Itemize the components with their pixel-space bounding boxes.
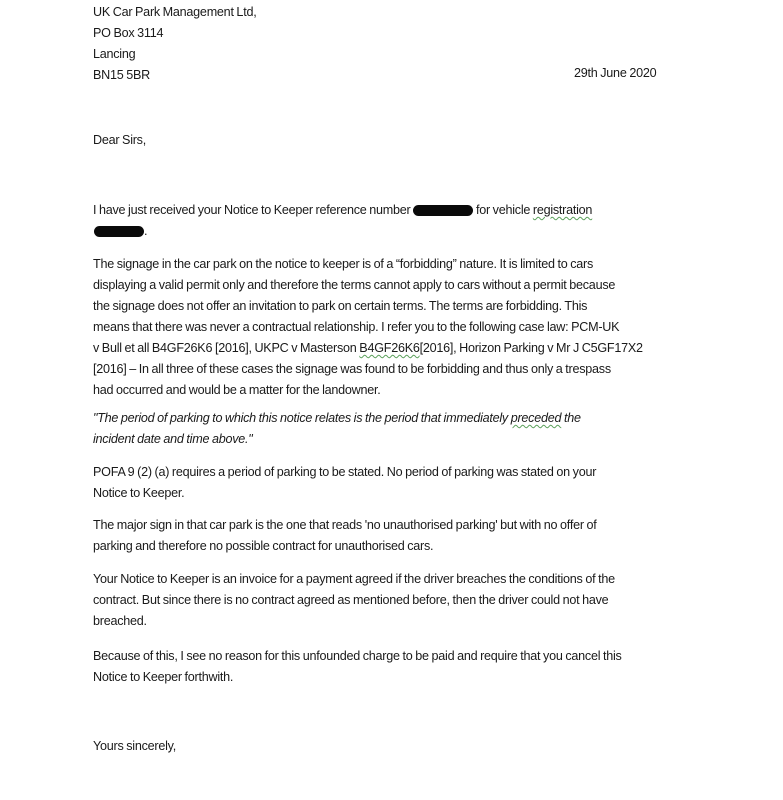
salutation: Dear Sirs, [93, 133, 146, 147]
quote-text: the [561, 411, 581, 425]
paragraph-line: POFA 9 (2) (a) requires a period of parking to be stated. No period of parking was stated on your [93, 465, 597, 479]
redacted-vehicle-registration [94, 226, 144, 237]
paragraph-line: [2016] – In all three of these cases the signage was found to be forbidding and thus only a trespass [93, 362, 611, 376]
conclusion-paragraph [93, 646, 713, 688]
redacted-reference-number [413, 205, 473, 216]
letter-date: 29th June 2020 [574, 66, 657, 80]
paragraph-line: incident date and time above." [93, 432, 253, 446]
intro-text-middle: for vehicle [473, 203, 533, 217]
paragraph-line: Because of this, I see no reason for this unfounded charge to be paid and require that you cancel this [93, 649, 622, 663]
invoice-paragraph [93, 569, 713, 632]
signage-paragraph [93, 254, 713, 401]
paragraph-line: breached. [93, 614, 147, 628]
paragraph-line: contract. But since there is no contract agreed as mentioned before, then the driver could not have [93, 593, 609, 607]
paragraph-line: The major sign in that car park is the one that reads 'no unauthorised parking' but with no offer of [93, 518, 597, 532]
address-line-pobox: PO Box 3114 [93, 26, 164, 40]
paragraph-line: the signage does not offer an invitation to park on certain terms. The terms are forbidding. This [93, 299, 588, 313]
paragraph-line: Notice to Keeper. [93, 486, 185, 500]
address-line-postcode: BN15 5BR [93, 68, 151, 82]
closing: Yours sincerely, [93, 739, 176, 753]
paragraph-line: parking and therefore no possible contract for unauthorised cars. [93, 539, 434, 553]
case-law-text: [2016], Horizon Parking v Mr J C5GF17X2 [419, 341, 643, 355]
paragraph-line: had occurred and would be a matter for the landowner. [93, 383, 381, 397]
case-law-text: v Bull et all B4GF26K6 [2016], UKPC v Masterson [93, 341, 360, 355]
paragraph-line: displaying a valid permit only and therefore the terms cannot apply to cars without a permit because [93, 278, 616, 292]
intro-paragraph [93, 200, 713, 242]
address-line-town: Lancing [93, 47, 136, 61]
paragraph-line: The signage in the car park on the notice to keeper is of a “forbidding” nature. It is limited to cars [93, 257, 594, 271]
major-sign-paragraph [93, 515, 713, 557]
pofa-paragraph [93, 462, 713, 504]
spellcheck-flagged-word: registration [532, 203, 593, 217]
recipient-address [93, 0, 256, 86]
intro-text-start: I have just received your Notice to Keeper reference number [93, 203, 414, 217]
paragraph-line: Your Notice to Keeper is an invoice for a payment agreed if the driver breaches the conditions of the [93, 572, 615, 586]
address-line-company: UK Car Park Management Ltd, [93, 5, 257, 19]
quote-paragraph [93, 408, 713, 450]
paragraph-line: means that there was never a contractual relationship. I refer you to the following case law: PCM-UK [93, 320, 620, 334]
paragraph-line: Notice to Keeper forthwith. [93, 670, 234, 684]
spellcheck-flagged-word: preceded [510, 411, 562, 425]
quote-text: "The period of parking to which this notice relates is the period that immediately [93, 411, 511, 425]
spellcheck-flagged-word: B4GF26K6 [359, 341, 420, 355]
intro-text-end: . [144, 224, 148, 238]
